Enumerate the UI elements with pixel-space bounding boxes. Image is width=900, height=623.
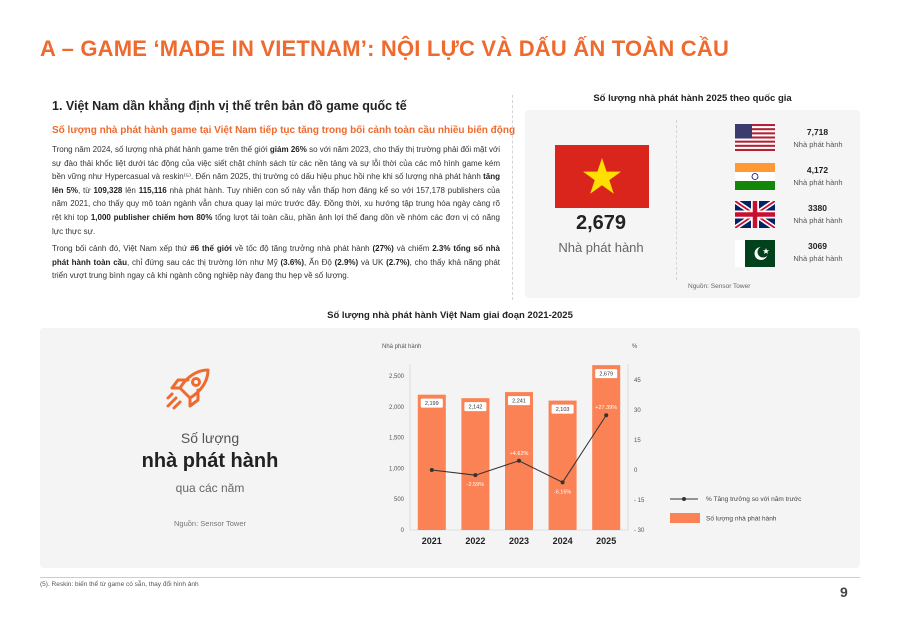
bar-value-label: 2,679 [599, 371, 614, 378]
y2-axis-label: % [632, 344, 638, 350]
panel-divider [676, 120, 677, 280]
bold-text: giảm 26% [269, 145, 307, 154]
text-run: Trong bối cảnh đó, Việt Nam xếp thứ [52, 244, 191, 253]
text-run: , cho thấy khả năng phát triển vượt trung bình ngay cả khi ngành công nghiệp này đang thu hẹp về số lượng. [52, 257, 501, 281]
text-run: về tốc độ tăng trưởng nhà phát hành [231, 244, 373, 253]
vietnam-unit: Nhà phát hành [558, 240, 644, 255]
country-value: 7,718 [806, 127, 829, 137]
label-line-2: nhà phát hành [141, 450, 279, 472]
publishers-chart [370, 336, 850, 558]
right-panel-title: Số lượng nhà phát hành 2025 theo quốc gia [593, 93, 792, 104]
label-line-1: Số lượng [180, 430, 240, 446]
y2-tick-label: 0 [634, 468, 638, 474]
x-tick-label: 2022 [465, 536, 486, 546]
x-tick-label: 2025 [596, 536, 617, 546]
bar-value-label: 2,241 [512, 398, 526, 405]
growth-label: -6.16% [553, 489, 572, 496]
text-run: nhà phát hành. Tuy nhiên con số này vẫn thấp hơn đáng kể so với 157,178 publishers của năm 2021, cho thấy quy mô toàn ngành vẫn chưa quay lại mức trước đây. Đồng thời, xu hướng tập trung hóa ngày càng rõ rệt khi top [52, 185, 501, 222]
paragraph-2 [52, 242, 500, 283]
country-value: 3069 [808, 241, 827, 251]
bold-text: (2.9%) [334, 257, 359, 267]
country-unit: Nhà phát hành [793, 254, 843, 263]
source-note: Nguồn: Sensor Tower [174, 519, 246, 528]
y-tick-label: 2,000 [388, 404, 404, 411]
bar-value-label: 2,103 [555, 407, 570, 414]
growth-point [604, 413, 608, 417]
bold-text: 2.3% tổng số nhà phát hành toàn cầu [52, 244, 500, 267]
vietnam-count: 2,679 [575, 212, 627, 234]
bar [461, 398, 489, 530]
bold-text: (2.7%) [386, 257, 410, 267]
growth-point [473, 473, 477, 477]
text-run: lên [122, 185, 139, 195]
y2-tick-label: 30 [634, 408, 641, 414]
legend-label: Số lượng nhà phát hành [706, 515, 777, 523]
section-heading: 1. Việt Nam dần khẳng định vị thế trên bản đồ game quốc tế [52, 99, 407, 113]
text-run: , Ấn Độ [304, 257, 335, 267]
bar-value-label: 2,142 [468, 404, 483, 411]
bar [592, 365, 620, 530]
growth-label: +27.39% [595, 405, 618, 412]
bar [418, 395, 446, 530]
growth-label: +4.62% [509, 450, 529, 457]
y-tick-label: 0 [400, 528, 404, 534]
text-run: , chỉ đứng sau các thị trường lớn như Mỹ [127, 257, 281, 267]
bold-text: tăng lên 5% [52, 172, 500, 195]
uk-flag-icon [735, 201, 775, 228]
country-unit: Nhà phát hành [793, 216, 843, 225]
bar-value-label: 2,199 [424, 401, 439, 408]
text-run: và chiếm [393, 244, 433, 253]
y2-tick-label: - 15 [634, 498, 645, 504]
y-tick-label: 500 [393, 497, 404, 504]
chart-title: Số lượng nhà phát hành Việt Nam giai đoạn 2021-2025 [327, 310, 573, 321]
y2-tick-label: 15 [634, 438, 641, 444]
column-divider [512, 95, 513, 300]
x-tick-label: 2024 [552, 536, 573, 546]
bold-text: 1,000 publisher chiếm hơn 80% [90, 212, 213, 222]
country-unit: Nhà phát hành [793, 178, 843, 187]
text-run: Trong năm 2024, số lượng nhà phát hành game trên thế giới [52, 145, 270, 154]
vietnam-flag-icon [555, 145, 649, 208]
growth-point [561, 480, 565, 484]
source-note: Nguồn: Sensor Tower [688, 283, 751, 290]
country-value: 3380 [808, 203, 827, 213]
country-value: 4,172 [806, 165, 829, 175]
y-tick-label: 2,500 [388, 374, 404, 381]
sub-heading: Số lượng nhà phát hành game tại Việt Nam tiếp tục tăng trong bối cảnh toàn cầu nhiều biến động [52, 125, 516, 136]
legend-bar-swatch [670, 513, 700, 523]
text-run: , từ [77, 185, 94, 195]
page-number: 9 [840, 584, 848, 600]
paragraph-1 [52, 143, 500, 238]
rocket-icon [160, 362, 216, 418]
growth-point [430, 468, 434, 472]
india-flag-icon [735, 163, 775, 190]
text-run: và UK [358, 257, 387, 267]
page-title: A – GAME ‘MADE IN VIETNAM’: NỘI LỰC VÀ DẤU ẤN TOÀN CẦU [40, 36, 730, 61]
footnote: (5). Reskin: biến thể từ game có sẵn, thay đổi hình ảnh [40, 581, 199, 588]
country-unit: Nhà phát hành [793, 140, 843, 149]
bold-text: #6 thế giới [190, 244, 232, 253]
x-tick-label: 2021 [421, 536, 442, 546]
footer-divider [40, 577, 860, 578]
growth-point [517, 459, 521, 463]
y2-tick-label: 45 [634, 378, 641, 384]
legend-line-marker [682, 497, 686, 501]
y-tick-label: 1,500 [388, 435, 404, 442]
bold-text: 109,328 [93, 185, 123, 195]
x-tick-label: 2023 [508, 536, 530, 546]
pakistan-flag-icon [735, 240, 775, 267]
bold-text: (27%) [372, 244, 394, 253]
text-run: tổng lượt tải toàn cầu, phần ảnh lợi thế đang dồn về nhóm các đơn vị có năng lực thực sự. [52, 212, 500, 236]
y-axis-label: Nhà phát hành [382, 344, 422, 350]
bold-text: (3.6%) [280, 257, 305, 267]
label-line-3: qua các năm [175, 481, 245, 495]
legend-label: % Tăng trưởng so với năm trước [706, 496, 802, 503]
bold-text: 115,116 [138, 185, 167, 195]
y2-tick-label: - 30 [634, 528, 645, 534]
y-tick-label: 1,000 [388, 466, 404, 473]
growth-label: -2.59% [466, 482, 485, 489]
text-run: so với năm 2023, cho thấy thị trường phải đối mặt với sự đào thải khốc liệt dưới tác động của việc siết chặt chính sách từ các nền tảng và sự lỗi thời của các mô hình game kém bền vững như Hypercasual và reskin⁽⁵⁾. Đến năm 2025, thị trường có dấu hiệu phục hồi nhẹ khi số lượng nhà phát hành [52, 145, 501, 182]
bar [549, 401, 577, 530]
us-flag-icon [735, 124, 775, 151]
